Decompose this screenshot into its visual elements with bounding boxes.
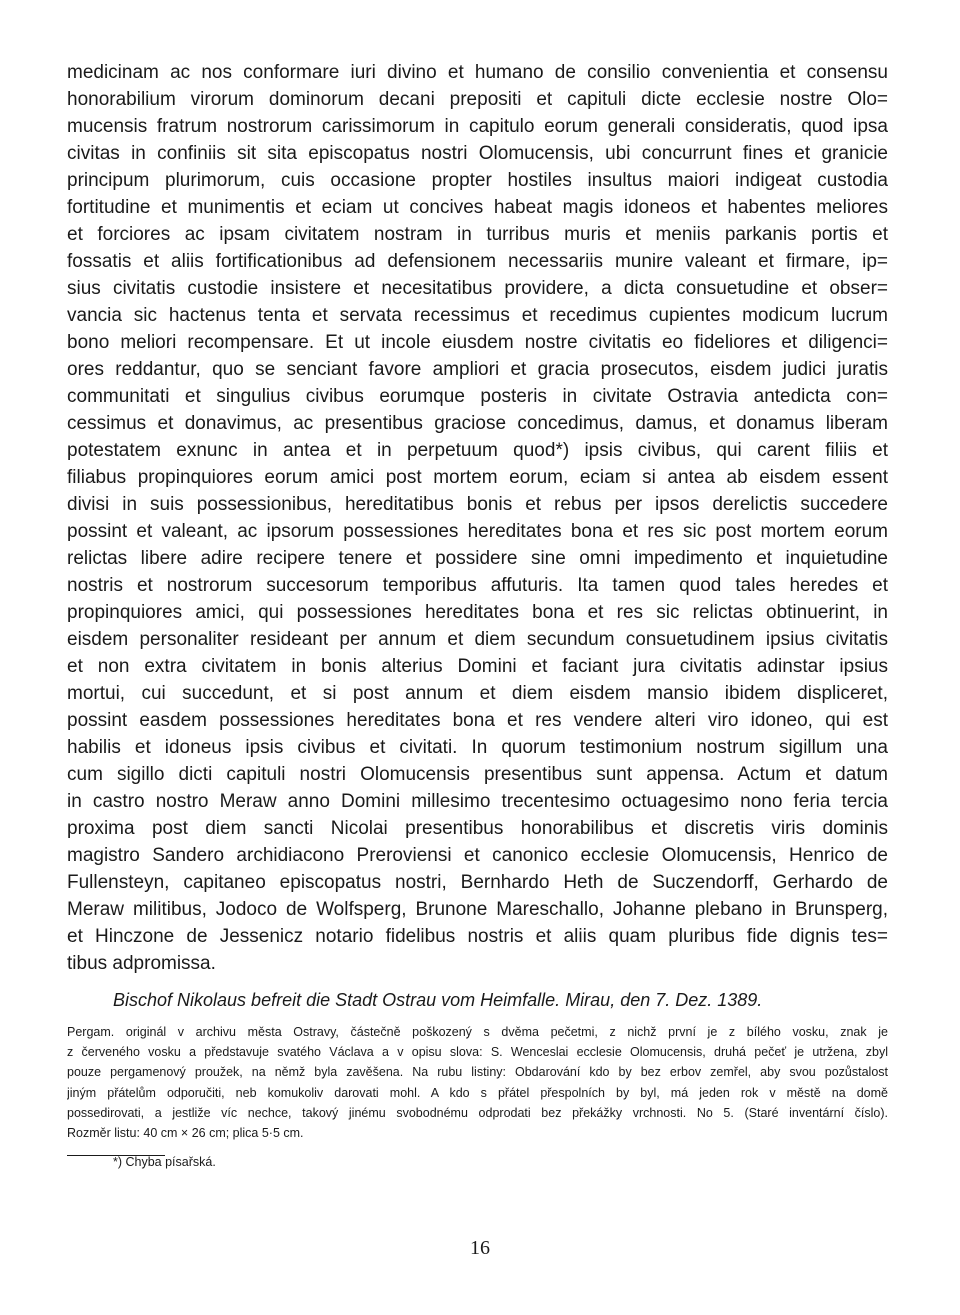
main-text-block xyxy=(67,59,888,977)
text-line: vancia sic hactenus tenta et servata recessimus et recedimus cupientes modicum lucrum xyxy=(67,305,888,326)
document-heading: Bischof Nikolaus befreit die Stadt Ostrau vom Heimfalle. Mirau, den 7. Dez. 1389. xyxy=(113,990,763,1010)
text-line: fortitudine et munimentis et eciam ut concives habeat magis idoneos et habentes meliores xyxy=(67,197,888,218)
text-line: ores reddantur, quo se senciant favore ampliori et gracia prosecutos, eisdem judici juratis xyxy=(67,359,888,380)
text-line: habilis et idoneus ipsis civibus et civitati. In quorum testimonium nostrum sigillum una xyxy=(67,737,888,758)
text-line: et non extra civitatem in bonis alterius Domini et faciant jura civitatis adinstar ipsius xyxy=(67,656,888,677)
text-line: et Hinczone de Jessenicz notario fidelibus nostris et aliis quam pluribus fide dignis tes= xyxy=(67,926,888,947)
footnote: *) Chyba písařská. xyxy=(113,1155,216,1169)
text-line: cum sigillo dicti capituli nostri Olomucensis presentibus sunt appensa. Actum et datum xyxy=(67,764,888,785)
note-line: jiným přátelům odporučiti, neb komukoliv darovati mohl. A kdo s přátel přespolních by byl, má jeden rok v městě na domě xyxy=(67,1085,888,1100)
note-line: possedirovati, a jestliže víc nechce, takový jinému svobodnému odprodati bez překážky vrchnosti. No 5. (Staré inventární číslo). xyxy=(67,1105,888,1120)
text-line: magistro Sandero archidiacono Preroviensi et canonico ecclesie Olomucensis, Henrico de xyxy=(67,845,888,866)
text-line: eisdem personaliter resideant per annum et diem secundum consuetudinem ipsius civitatis xyxy=(67,629,888,650)
text-line: principum plurimorum, cuis occasione propter hostiles insultus maiori indigeat custodia xyxy=(67,170,888,191)
text-line: cessimus et donavimus, ac presentibus graciose concedimus, damus, et donamus liberam xyxy=(67,413,888,434)
text-line: in castro nostro Meraw anno Domini millesimo trecentesimo octuagesimo nono feria tercia xyxy=(67,791,888,812)
text-line: propinquiores amici, qui possessiones hereditates bona et res sic relictas obtinuerint, in xyxy=(67,602,888,623)
text-line: Meraw militibus, Jodoco de Wolfsperg, Brunone Mareschallo, Johanne plebano in Brunsperg, xyxy=(67,899,888,920)
text-line: et forciores ac ipsam civitatem nostram in turribus muris et meniis parkanis portis et xyxy=(67,224,888,245)
text-line: tibus adpromissa. xyxy=(67,953,216,974)
text-line: mortui, cui succedunt, et si post annum et diem eisdem mansio ibidem displiceret, xyxy=(67,683,888,704)
text-line: sius civitatis custodie insistere et necesitatibus providere, a dicta consuetudine et obser= xyxy=(67,278,888,299)
page-number: 16 xyxy=(470,1237,490,1259)
note-line: z červeného vosku a představuje svatého Václava a v opisu slova: S. Wenceslai ecclesie Olomucensis, druhá pečeť je utržena, zbyl xyxy=(67,1045,888,1060)
text-line: filiabus propinquiores eorum amici post mortem eorum, eciam si antea ab eisdem essent xyxy=(67,467,888,488)
text-line: communitati et singulius civibus eorumque posteris in civitate Ostravia antedicta con= xyxy=(67,386,888,407)
archival-notes xyxy=(67,1022,888,1143)
text-line: mucensis fratrum nostrorum carissimorum in capitulo eorum generali consideratis, quod ipsa xyxy=(67,116,888,137)
text-line: bono meliori recompensare. Et ut incole eiusdem nostre civitatis eo fideliores et diligenci= xyxy=(67,332,888,353)
note-line: pouze pergamenový proužek, na němž byla zavěšena. Na rubu listiny: Obdarování kdo by bez erbov zemřel, aby svou pozůstalost xyxy=(67,1065,888,1080)
text-line: medicinam ac nos conformare iuri divino et humano de consilio convenientia et consensu xyxy=(67,62,888,83)
note-line: Pergam. originál v archivu města Ostravy, částečně poškozený s dvěma pečetmi, z nichž první je z bílého vosku, znak je xyxy=(67,1025,888,1039)
text-line: proxima post diem sancti Nicolai presentibus honorabilibus et discretis viris dominis xyxy=(67,818,888,839)
text-line: divisi in suis possessionibus, hereditatibus bonis et rebus per ipsos derelictis succedere xyxy=(67,494,888,515)
text-line: nostris et nostrorum succesorum temporibus affuturis. Ita tamen quod tales heredes et xyxy=(67,575,888,596)
text-line: relictas libere adire recipere tenere et possidere sine omni impedimento et inquietudine xyxy=(67,548,888,569)
text-line: civitas in confiniis sit sita episcopatus nostri Olomucensis, ubi concurrunt fines et granicie xyxy=(67,143,888,164)
text-line: possint et valeant, ac ipsorum possessiones hereditates bona et res sic post mortem eorum xyxy=(67,521,888,542)
text-line: potestatem exnunc in antea et in perpetuum quod*) ipsis civibus, qui carent filiis et xyxy=(67,440,888,461)
note-line: Rozměr listu: 40 cm × 26 cm; plica 5·5 cm. xyxy=(67,1125,304,1140)
text-line: fossatis et aliis fortificationibus ad defensionem necessariis munire valeant et firmare, ip= xyxy=(67,251,888,272)
text-line: possint easdem possessiones hereditates bona et res vendere alteri viro idoneo, qui est xyxy=(67,710,888,731)
text-line: honorabilium virorum dominorum decani prepositi et capituli dicte ecclesie nostre Olo= xyxy=(67,89,888,110)
text-line: Fullensteyn, capitaneo episcopatus nostri, Bernhardo Heth de Suczendorff, Gerhardo de xyxy=(67,872,888,893)
